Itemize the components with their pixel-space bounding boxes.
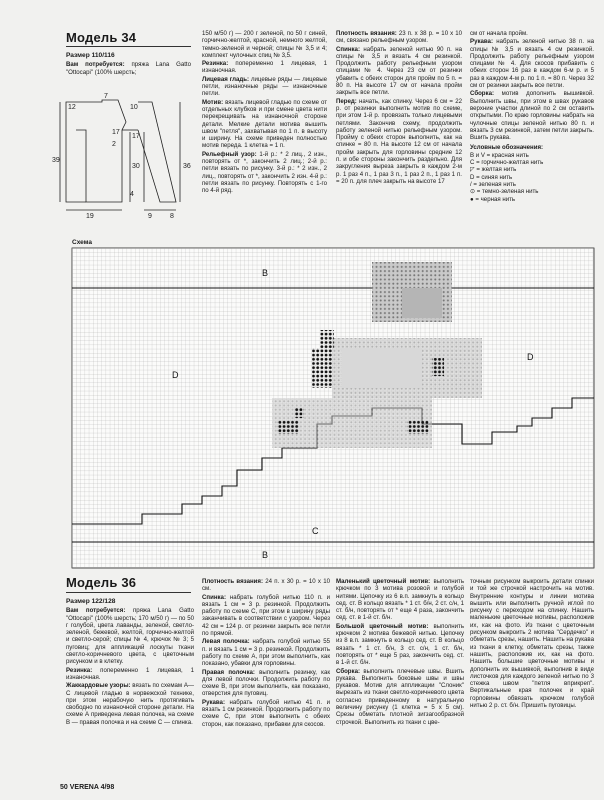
- legend-item: С = горчично-желтая нить: [470, 159, 544, 167]
- model34-col2-p1: Резинка: попеременно 1 лицевая, 1 изнаночная.: [202, 60, 327, 75]
- dim-30: 30: [132, 163, 140, 170]
- model34-title-rule: [66, 46, 191, 47]
- model34-col1-p0: Вам потребуется: пряжа Lana Gatto "Ottocapi" (100% шерсть;: [66, 61, 191, 76]
- model34-legend: [470, 144, 594, 202]
- legend-item: D = синяя нить: [470, 173, 513, 181]
- model36-col3-p1: Большой цветочный мотив: выполнить крючком 2 мотива бежевой нитью. Цепочку из 8 в.п. замкнуть в кольцо сед. ст. В кольцо вязать * 1 ст. б/н, 3 ст. с/н, 1 ст. б/н, повторять от * еще 5 раз, закончить сед. ст. в 1-й ст. б/н.: [336, 622, 465, 667]
- dim-12: 12: [68, 104, 76, 111]
- model36-col2-p1: Спинка: набрать голубой нитью 110 п. и вязать 1 см = 3 р. резинкой. Продолжить работу по схеме С, при этом в ширину ряды заканчивать в соответствии с узором. Через 42 см = 124 р. от резинки закрыть все петли по прямой.: [202, 593, 330, 638]
- model34-col4-p1: Рукава: набрать зеленой нитью 38 п. на спицы № 3,5 и вязать 4 см резинкой. Продолжить работу рельефным узором спицами № 4. Для скосов прибавить с обеих сторон 16 раз в каждом 6-м р. и 5 раз в каждом 4-м р. по 1 п. = 80 п. Через 32 см от резинки закрыть все петли.: [470, 38, 594, 90]
- model34-title: Модель 34: [66, 30, 137, 45]
- model36-col1: [66, 598, 194, 780]
- model34-col3-p0: Плотность вязания: 23 п. х 38 р. = 10 х 10 см, связано рельефным узором.: [336, 30, 462, 45]
- model34-col2-p2: Лицевая гладь: лицевые ряды — лицевые петли, изнаночные ряды — изнаночные петли.: [202, 75, 327, 98]
- legend-item: ● = черная нить: [470, 195, 516, 203]
- chart-letter: D: [172, 370, 179, 380]
- model36-col3-p2: Сборка: выполнить плечевые швы. Вшить рукава. Выполнить боковые швы и швы рукавов. Мотив для аппликации "Слоник" вырезать из ткани светло-коричневого цвета согласно приведенному в натуральную величину рисунку (1 клетка = 5 х 5 см). Срезы обметать плотной зигзагообразной строчкой. Выполнить из ткани с цве-: [336, 667, 464, 726]
- chart-letter: B: [262, 550, 269, 560]
- model34-col1: [66, 52, 191, 82]
- model34-col4-p0: см от начала пройм.: [470, 30, 528, 37]
- model34-col3-p2: Перед: начать, как спинку. Через 6 см = 22 р. от резинки выполнить мотив по схеме, при этом 1-й р. провязать только лицевыми петлями. Закончив схему, продолжить работу зеленой нитью рельефным узором. Пройму с обеих сторон выполнить, как на спинке = 80 п. На высоте 12 см от начала пройм закрыть для горловины средние 12 п. и обе стороны закончить раздельно. Для закругления выреза закрыть в каждом 2-м р. 1 раз 4 п., 1 раз 3 п., 1 раз 2 п., 1 раз 1 п. = 20 п. для плеч закрыть на высоте 17: [336, 97, 462, 185]
- dim-7: 7: [104, 93, 108, 100]
- legend-item: В и V = красная нить: [470, 151, 529, 159]
- dim-17a: 17: [112, 129, 120, 136]
- model34-col2-p0: 150 м/50 г) — 200 г зеленой, по 50 г синей, горчично-желтой, красной, немного желтой, темно-зеленой и черной; спицы № 3,5 и 4; комплект чулочных спиц № 3,5.: [202, 30, 327, 59]
- model36-col2-p4: Рукава: набрать голубой нитью 41 п. и вязать 1 см резинкой. Продолжить работу по схеме С, при этом выполнить с обеих сторон, как показано, прибавки для скосов.: [202, 698, 330, 728]
- legend-item: ⊙ = темно-зеленая нить: [470, 188, 539, 196]
- model34-col3: [336, 30, 462, 235]
- model36-col4-p0: точным рисунком выкроить детали спинки и той же строчкой настрочить на мотив. Внутренние контуры и линии мотива вышить или выполнить ручной иглой по рисунку с переходом на спинку. Нашить маленькие цветочные мотивы, расположив их, как на фото. Из ткани с цветочным рисунком выкроить 2 мотива "Сердечко" и обметать срезы, нашить. Нашить на рукава из ткани в клетку, обметать срезы, также нашить, расположив их, как на фото. Нашить большие цветочные мотивы и дополнить их вышивкой, выполнив в виде листочков для каждого зеленой нитью по 3 стежка швом "петля вприкреп". Вертикальные края полочек и край горловины обвязать крючком голубой нитью 2 р. ст. б/н. Пришить пуговицы.: [470, 578, 594, 710]
- chart-letter: D: [527, 352, 534, 362]
- model34-col2-p3: Мотив: вязать лицевой гладью по схеме от отдельных клубков и при смене цвета нити перекрещивать на изнаночной стороне детали. Мелкие детали мотива вышить швом "петля", захватывая по 1 п. в высоту и ширину. На схеме приведен полностью мотив переда. 1 клетка = 1 п.: [202, 98, 327, 150]
- model34-garment-schematic: [52, 92, 196, 222]
- model34-col2-p4: Рельефный узор: 1-й р.: * 2 лиц., 2 изн., повторять от *, закончить 2 лиц.; 2-й р.: петли вязать по рисунку. 3-й р.: * 2 изн., 2 лиц., повторять от *, закончить 2 изн. 4-й р.: петли вязать по рисунку. Повторять с 1-го по 4-й ряд.: [202, 150, 327, 195]
- page-footer: 50 VERENA 4/98: [60, 784, 115, 791]
- dim-36: 36: [183, 163, 191, 170]
- dim-10: 10: [130, 104, 138, 111]
- legend-item: ◸ = желтая нить: [470, 166, 517, 174]
- knitting-chart: [72, 248, 594, 568]
- model34-col4-p2: Сборка: мотив дополнить вышивкой. Выполнить швы, при этом в швах рукавов верхние участки длиной по 2 см оставить открытыми. По краю горловины набрать на чулочные спицы зеленой нитью 80 п. и вязать 3 см резинкой, затем петли закрыть. Вшить рукава.: [470, 90, 594, 142]
- dim-4: 4: [130, 191, 134, 198]
- legend-item: / = зеленая нить: [470, 180, 516, 188]
- model34-col3-p1: Спинка: набрать зеленой нитью 90 п. на спицы № 3,5 и вязать 4 см резинкой. Продолжить работу рельефным узором спицами № 4. Через 23 см от резинки убавить с обеих сторон для пройм по 5 п. = 80 п. На высоте 17 см от начала пройм закрыть все петли.: [336, 45, 462, 97]
- dim-39: 39: [52, 157, 60, 164]
- model36-col1-p2: Жаккардовые узоры: вязать по схемам А—С лицевой гладью в норвежской технике, при этом нерабочую нить протягивать свободно по изнаночной стороне детали. На схеме А приведена левая полочка, на схеме В — правая полочка и на схеме С — спинка.: [66, 682, 194, 726]
- legend-title: Условные обозначения:: [470, 144, 544, 152]
- model36-col2-p3: Правая полочка: выполнить резинку, как для левой полочки. Продолжить работу по схеме В, при этом выполнить, как показано, отверстия для пуговиц.: [202, 668, 331, 698]
- model36-col4: [470, 578, 594, 780]
- dim-19: 19: [86, 213, 94, 220]
- model34-col2: [202, 30, 327, 235]
- model36-col3-p0: Маленький цветочный мотив: выполнить крючком по 3 мотива розовой и голубой нитями. Цепочку из 6 в.п. замкнуть в кольцо сед. ст. В кольцо вязать * 1 ст. б/н, 2 ст. с/н, 1 ст. б/н, повторять от * еще 4 раза, закончить сед. ст. в 1-й ст. б/н.: [336, 578, 464, 622]
- model36-col1-p0: Вам потребуется: пряжа Lana Gatto "Ottocapi" (100% шерсть; 170 м/50 г) — по 50 г голубой, цвета лаванды, зеленой, светло-зеленой, бежевой, желтой, горчично-желтой и светло-серой; спицы № 4, крючок № 3; 5 пуговиц; для аппликаций лоскуты ткани светло-коричневого цвета, с цветочным рисунком и в клетку.: [66, 607, 194, 666]
- model36-col2-p2: Левая полочка: набрать голубой нитью 55 п. и вязать 1 см = 3 р. резинкой. Продолжить работу по схеме А, при этом выполнить, как показано, убавки для горловины.: [202, 638, 330, 668]
- model36-title-rule: [66, 592, 191, 593]
- dim-2: 2: [112, 141, 116, 148]
- dim-9: 9: [148, 213, 152, 220]
- schema-label: Схема: [72, 239, 93, 246]
- chart-letter: B: [262, 268, 269, 278]
- model34-size: Размер 110/116: [66, 52, 115, 59]
- chart-letter: C: [312, 526, 319, 536]
- model36-col3: [336, 578, 464, 780]
- model36-col2: [202, 578, 330, 780]
- model36-title: Модель 36: [66, 575, 137, 590]
- model36-col1-p1: Резинка: попеременно 1 лицевая, 1 изнаночная.: [66, 666, 194, 681]
- dim-17b: 17: [132, 133, 140, 140]
- dim-8: 8: [170, 213, 174, 220]
- model36-col2-p0: Плотность вязания: 24 п. х 30 р. = 10 х 10 см.: [202, 578, 330, 593]
- model36-size: Размер 122/128: [66, 598, 116, 605]
- model34-col4: [470, 30, 594, 235]
